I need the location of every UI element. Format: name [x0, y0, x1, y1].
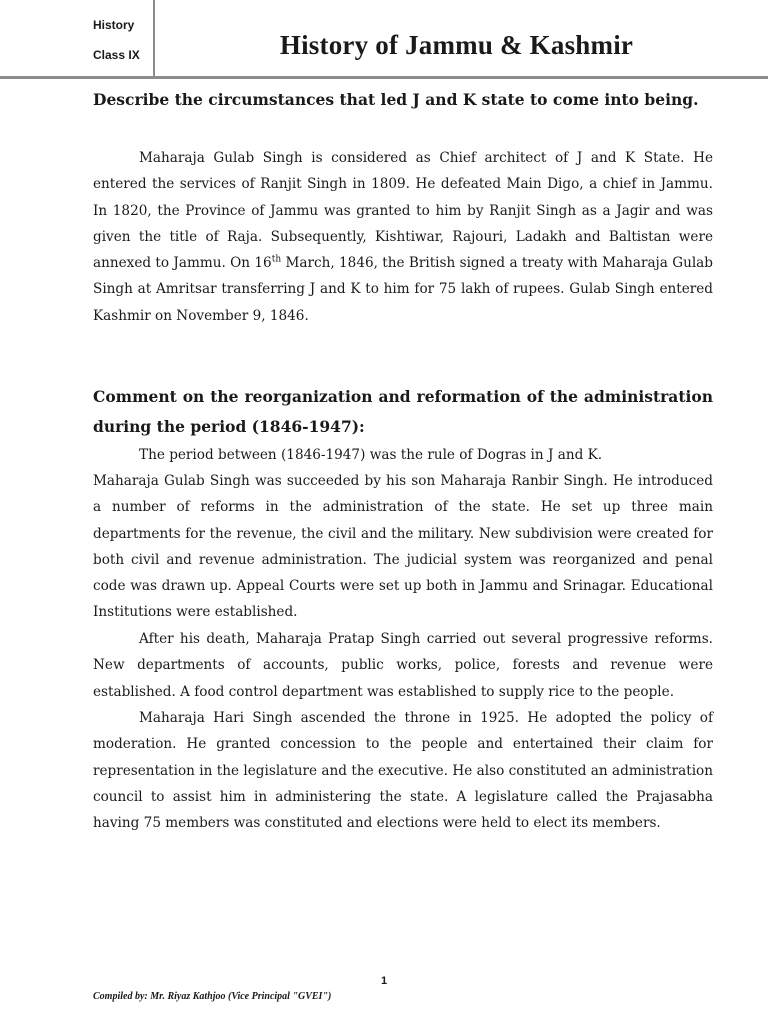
- header-label-box: [0, 0, 155, 76]
- answer-2-intro: The period between (1846-1947) was the rule of Dogras in J and K.: [139, 447, 603, 463]
- question-2-heading: Comment on the reorganization and reformation of the administration during the period (1846-1947):: [93, 387, 713, 436]
- question-1-heading: Describe the circumstances that led J and K state to come into being.: [93, 90, 699, 109]
- question-1-answer: Maharaja Gulab Singh is considered as Chief architect of J and K State. He entered the services of Ranjit Singh in 1809. He defeated Main Digo, a chief in Jammu. In 1820, the Province of Jammu was granted to him by Ranjit Singh as a Jagir and was given the title of Raja. Subsequently, Kishtiwar, Rajouri, Ladakh and Baltistan were annexed to Jammu. On 16th March, 1846, the British signed a treaty with Maharaja Gulab Singh at Amritsar transferring J and K to him for 75 lakh of rupees. Gulab Singh entered Kashmir on November 9, 1846.: [93, 150, 713, 324]
- page-number: 1: [380, 975, 388, 987]
- compiled-by-footer: Compiled by: Mr. Riyaz Kathjoo (Vice Principal "GVEI"): [93, 991, 332, 1002]
- class-label: Class IX: [93, 48, 140, 62]
- subject-label: History: [93, 18, 135, 32]
- page-title: History of Jammu & Kashmir: [279, 30, 634, 60]
- answer-2-pratap-singh: After his death, Maharaja Pratap Singh carried out several progressive reforms. New departments of accounts, public works, police, forests and revenue were established. A food control department was established to supply rice to the people.: [93, 631, 713, 700]
- answer-2-hari-singh: Maharaja Hari Singh ascended the throne in 1925. He adopted the policy of moderation. He granted concession to the people and entertained their claim for representation in the legislature and the executive. He also constituted an administration council to assist him in administering the state. A legislature called the Prajasabha having 75 members was constituted and elections were held to elect its members.: [93, 710, 713, 832]
- answer-2-ranbir-singh: Maharaja Gulab Singh was succeeded by his son Maharaja Ranbir Singh. He introduced a number of reforms in the administration of the state. He set up three main departments for the revenue, the civil and the military. New subdivision were created for both civil and revenue administration. The judicial system was reorganized and penal code was drawn up. Appeal Courts were set up both in Jammu and Srinagar. Educational Institutions were established.: [93, 473, 713, 621]
- header-divider: [0, 76, 768, 79]
